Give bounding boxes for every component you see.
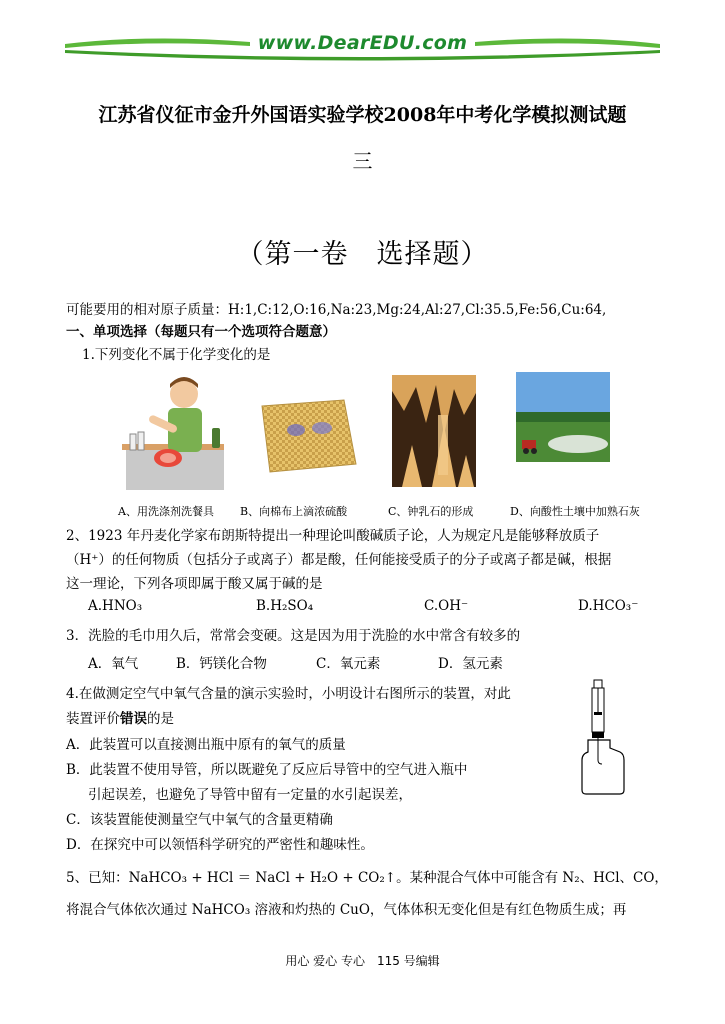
q1-stem: 1.下列变化不属于化学变化的是 [82,347,271,363]
q2-line-3: 这一理论，下列各项即属于酸又属于碱的是 [66,576,323,592]
boy-washing-dishes-icon [118,372,228,497]
syringe-bottle-icon [580,678,630,796]
q1-caption-d: D、向酸性土壤中加熟石灰 [510,505,640,518]
q4-emphasis: 错误 [120,711,147,727]
q2-option-c: C.OH⁻ [424,598,469,614]
q1-caption-a: A、用洗涤剂洗餐具 [118,505,214,518]
page-title: 江苏省仪征市金升外国语实验学校2008年中考化学模拟测试题 [98,104,627,126]
field-spreading-lime-icon [516,372,610,462]
q2-line-1: 2、1923 年丹麦化学家布朗斯特提出一种理论叫酸碱质子论，人为规定凡是能够释放质子 [66,528,600,544]
q2-option-b: B.H₂SO₄ [256,598,314,614]
q2-option-d: D.HCO₃⁻ [578,598,639,614]
q1-image-d [516,372,610,462]
part1-heading: 一、单项选择（每题只有一个选项符合题意） [66,324,336,340]
q1-image-c [392,375,476,487]
q1-caption-b: B、向棉布上滴浓硫酸 [240,505,348,518]
q4-apparatus-figure [580,678,630,796]
page-footer: 用心 爱心 专心 115 号编辑 [285,954,440,968]
q4-option-d: D．在探究中可以领悟科学研究的严密性和趣味性。 [66,837,374,853]
q1-image-a [118,372,228,497]
q2-option-a: A.HNO₃ [88,598,143,614]
page-title-continued: 三 [352,149,373,173]
q3-option-c: C．氧元素 [316,656,381,672]
q3-option-d: D．氢元素 [438,656,503,672]
q5-line-1: 5、已知：NaHCO₃ + HCl ＝ NaCl + H₂O + CO₂↑。某种混合气体中可能含有 N₂、HCl、CO， [66,870,668,886]
cotton-cloth-icon [252,398,364,476]
q3-option-b: B．钙镁化合物 [176,656,267,672]
q3-option-a: A．氧气 [88,656,139,672]
stalactite-cave-icon [392,375,476,487]
atomic-masses: 可能要用的相对原子质量：H:1,C:12,O:16,Na:23,Mg:24,Al:27,Cl:35.5,Fe:56,Cu:64, [66,302,607,318]
q4-option-c: C．该装置能使测量空气中氧气的含量更精确 [66,812,333,828]
section-title: （第一卷 选择题） [236,239,489,270]
q4-option-a: A．此装置可以直接测出瓶中原有的氧气的质量 [66,737,346,753]
q2-line-2: （H⁺）的任何物质（包括分子或离子）都是酸，任何能接受质子的分子或离子都是碱，根据 [66,552,612,568]
q5-line-2: 将混合气体依次通过 NaHCO₃ 溶液和灼热的 CuO，气体体积无变化但是有红色物质生成；再 [66,902,627,918]
q1-image-b [252,398,364,476]
site-name: www.DearEDU.com [257,32,468,54]
q4-line-1: 4.在做测定空气中氧气含量的演示实验时，小明设计右图所示的装置，对此 [66,686,511,702]
q4-line-2: 装置评价错误的是 [66,711,174,727]
q4-option-b: B．此装置不使用导管，所以既避免了反应后导管中的空气进入瓶中 [66,762,468,778]
q4-option-b-continued: 引起误差，也避免了导管中留有一定量的水引起误差， [88,787,412,803]
q1-caption-c: C、钟乳石的形成 [388,505,474,518]
q3-stem: 3．洗脸的毛巾用久后，常常会变硬。这是因为用于洗脸的水中常含有较多的 [66,628,521,644]
header-banner [60,30,665,64]
